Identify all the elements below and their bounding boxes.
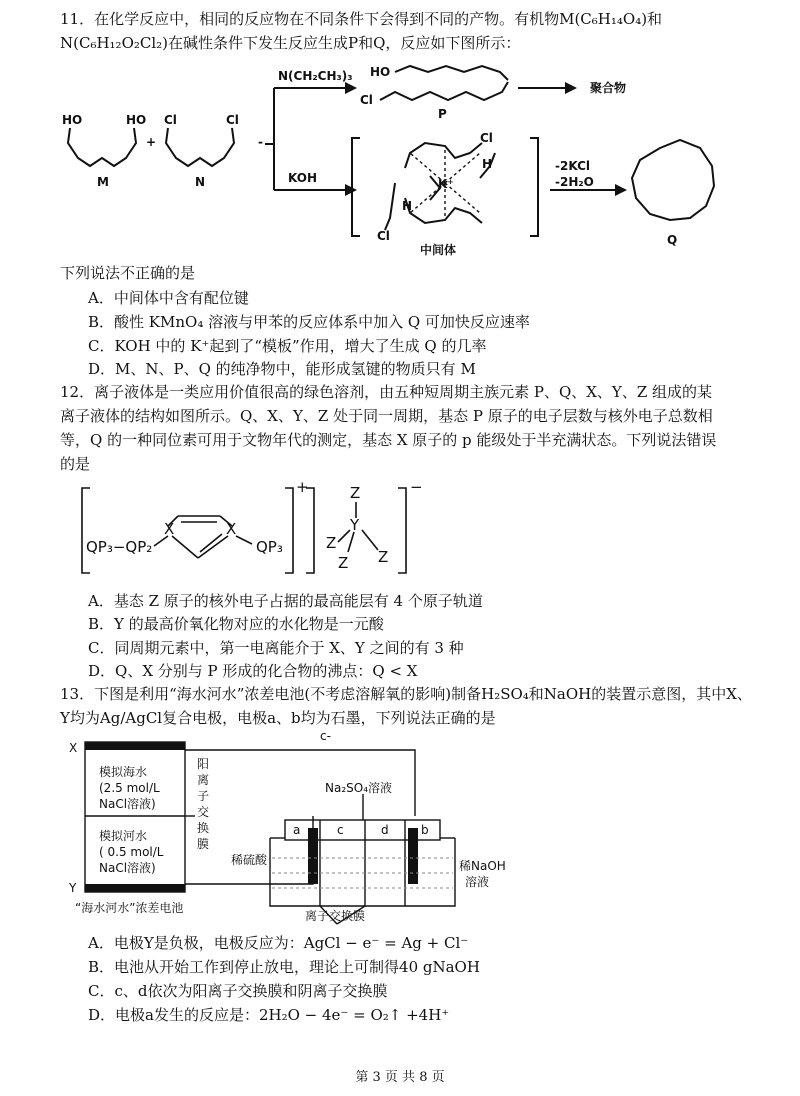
molecule-M: [68, 128, 136, 166]
page-footer: 第 3 页 共 8 页: [355, 1070, 445, 1085]
dilute-acid-label: 稀硫酸: [231, 853, 268, 867]
P-HO: HO: [370, 65, 391, 79]
left-group: QP₃−QP₂: [86, 538, 153, 556]
dilute-naoh-1: 稀NaOH: [459, 859, 506, 873]
region-b: b: [421, 823, 429, 837]
label-X: X: [69, 741, 78, 755]
reagent-top: N(CH₂CH₃)₃: [278, 69, 353, 83]
electrode-a: [308, 828, 318, 884]
sea-3: NaCl溶液): [99, 797, 156, 811]
river-1: 模拟河水: [99, 829, 148, 843]
atom-Z-right: Z: [378, 548, 389, 566]
q12-stem-line1: 12．离子液体是一类应用价值很高的绿色溶剂，由五种短周期主族元素 P、Q、X、Y、Z 组成的某: [60, 383, 713, 401]
label-P: P: [438, 107, 447, 121]
int-H-top: H: [482, 157, 493, 171]
membrane-char-4: 交: [197, 805, 210, 819]
atom-Z-left: Z: [326, 534, 337, 552]
q11-stem-line2: N(C₆H₁₂O₂Cl₂)在碱性条件下发生反应生成P和Q，反应如下图所示：: [60, 34, 521, 52]
atom-X-right: X: [226, 520, 237, 538]
q11-option-B: B．酸性 KMnO₄ 溶液与甲苯的反应体系中加入 Q 可加快反应速率: [88, 313, 530, 331]
dilute-naoh-2: 溶液: [465, 875, 490, 889]
region-a: a: [293, 823, 301, 837]
q12-stem-line2: 离子液体的结构如图所示。Q、X、Y、Z 处于同一周期，基态 P 原子的电子层数与核外电子总数相: [60, 407, 713, 425]
region-c: c: [337, 823, 344, 837]
membrane-char-3: 子: [197, 789, 210, 803]
molecule-Q: [632, 140, 714, 220]
plus-sign: +: [146, 135, 157, 149]
ion-membrane-label: 离子交换膜: [305, 909, 366, 923]
membrane-char-2: 离: [197, 773, 210, 787]
sea-2: (2.5 mol/L: [99, 781, 160, 795]
battery-caption: “海水河水”浓差电池: [75, 901, 184, 915]
P-Cl: Cl: [360, 93, 373, 107]
label-N: N: [195, 175, 206, 189]
cation-charge: +: [296, 478, 309, 496]
electron-label: c-: [320, 729, 331, 743]
molecule-P: [395, 66, 508, 80]
q13-option-D: D．电极a发生的反应是：2H₂O − 4e⁻ = O₂↑ +4H⁺: [88, 1006, 450, 1024]
q11-option-A: A．中间体中含有配位键: [88, 289, 249, 307]
sea-1: 模拟海水: [99, 765, 148, 779]
cond-kcl: -2KCl: [555, 159, 591, 173]
electrode-Y-bar: [85, 884, 185, 892]
q13-option-B: B．电池从开始工作到停止放电，理论上可制得40 gNaOH: [88, 958, 480, 976]
na2so4-label: Na₂SO₄溶液: [325, 781, 393, 795]
label-Y: Y: [69, 881, 77, 895]
q13-option-C: C．c、d依次为阳离子交换膜和阴离子交换膜: [88, 982, 388, 1000]
M-HO-right: HO: [126, 113, 147, 127]
q12-stem-line4: 的是: [60, 455, 91, 473]
q13-stem-line2: Y均为Ag/AgCl复合电极，电极a、b均为石墨，下列说法正确的是: [60, 709, 496, 727]
product-polymer: 聚合物: [590, 81, 627, 95]
q13-stem-line1: 13．下图是利用“海水河水”浓差电池(不考虑溶解氧的影响)制备H₂SO₄和NaOH的装置示意图，其中X、: [60, 685, 752, 703]
N-Cl-left: Cl: [164, 113, 177, 127]
river-3: NaCl溶液): [99, 861, 156, 875]
region-d: d: [381, 823, 389, 837]
river-2: ( 0.5 mol/L: [99, 845, 164, 859]
molecule-N: [166, 128, 234, 166]
q11-stem-line1: 11．在化学反应中，相同的反应物在不同条件下会得到不同的产物。有机物M(C₆H₁₄O₄)和: [60, 10, 663, 28]
reagent-bottom: KOH: [288, 171, 318, 185]
int-K: K⁺: [438, 177, 454, 191]
label-Q: Q: [667, 233, 678, 247]
q12-option-D: D．Q、X 分别与 P 形成的化合物的沸点：Q < X: [88, 662, 418, 680]
atom-Z-bottom: Z: [338, 554, 349, 572]
q12-stem-line3: 等，Q 的一种同位素可用于文物年代的测定，基态 X 原子的 p 能级处于半充满状态。下列说法错误: [60, 431, 717, 449]
membrane-char-6: 膜: [197, 837, 210, 851]
cond-h2o: -2H₂O: [555, 175, 594, 189]
q12-option-A: A．基态 Z 原子的核外电子占据的最高能层有 4 个原子轨道: [88, 592, 483, 610]
q12-ionic-liquid-figure: [80, 478, 440, 588]
electrode-X-bar: [85, 742, 185, 750]
q13-cell-figure: [65, 728, 535, 928]
q11-option-D: D．M、N、P、Q 的纯净物中，能形成氢键的物质只有 M: [88, 360, 476, 378]
right-group: QP₃: [256, 538, 283, 556]
int-Cl-top: Cl: [480, 131, 493, 145]
int-Cl-bottom: Cl: [377, 229, 390, 243]
q13-option-A: A．电极Y是负极，电极反应为：AgCl − e⁻ = Ag + Cl⁻: [88, 934, 469, 952]
M-HO-left: HO: [62, 113, 83, 127]
q11-prompt: 下列说法不正确的是: [60, 264, 196, 282]
label-M: M: [97, 175, 109, 189]
membrane-char-5: 换: [197, 821, 210, 835]
N-Cl-right: Cl: [226, 113, 239, 127]
q12-option-B: B．Y 的最高价氧化物对应的水化物是一元酸: [88, 615, 384, 633]
atom-X-left: X: [164, 520, 175, 538]
q11-reaction-figure: [50, 58, 740, 258]
membrane-char-1: 阳: [197, 757, 210, 771]
atom-Z-top: Z: [350, 484, 361, 502]
q12-option-C: C．同周期元素中，第一电离能介于 X、Y 之间的有 3 种: [88, 639, 464, 657]
intermediate-structure: [405, 143, 482, 168]
int-H-bottom: H: [402, 199, 413, 213]
anion-charge: −: [410, 478, 423, 496]
electrode-b: [408, 828, 418, 884]
atom-Y: Y: [350, 516, 360, 534]
label-intermediate: 中间体: [420, 243, 457, 257]
dash-sign: -: [258, 135, 263, 149]
q11-option-C: C．KOH 中的 K⁺起到了“模板”作用，增大了生成 Q 的几率: [88, 337, 487, 355]
